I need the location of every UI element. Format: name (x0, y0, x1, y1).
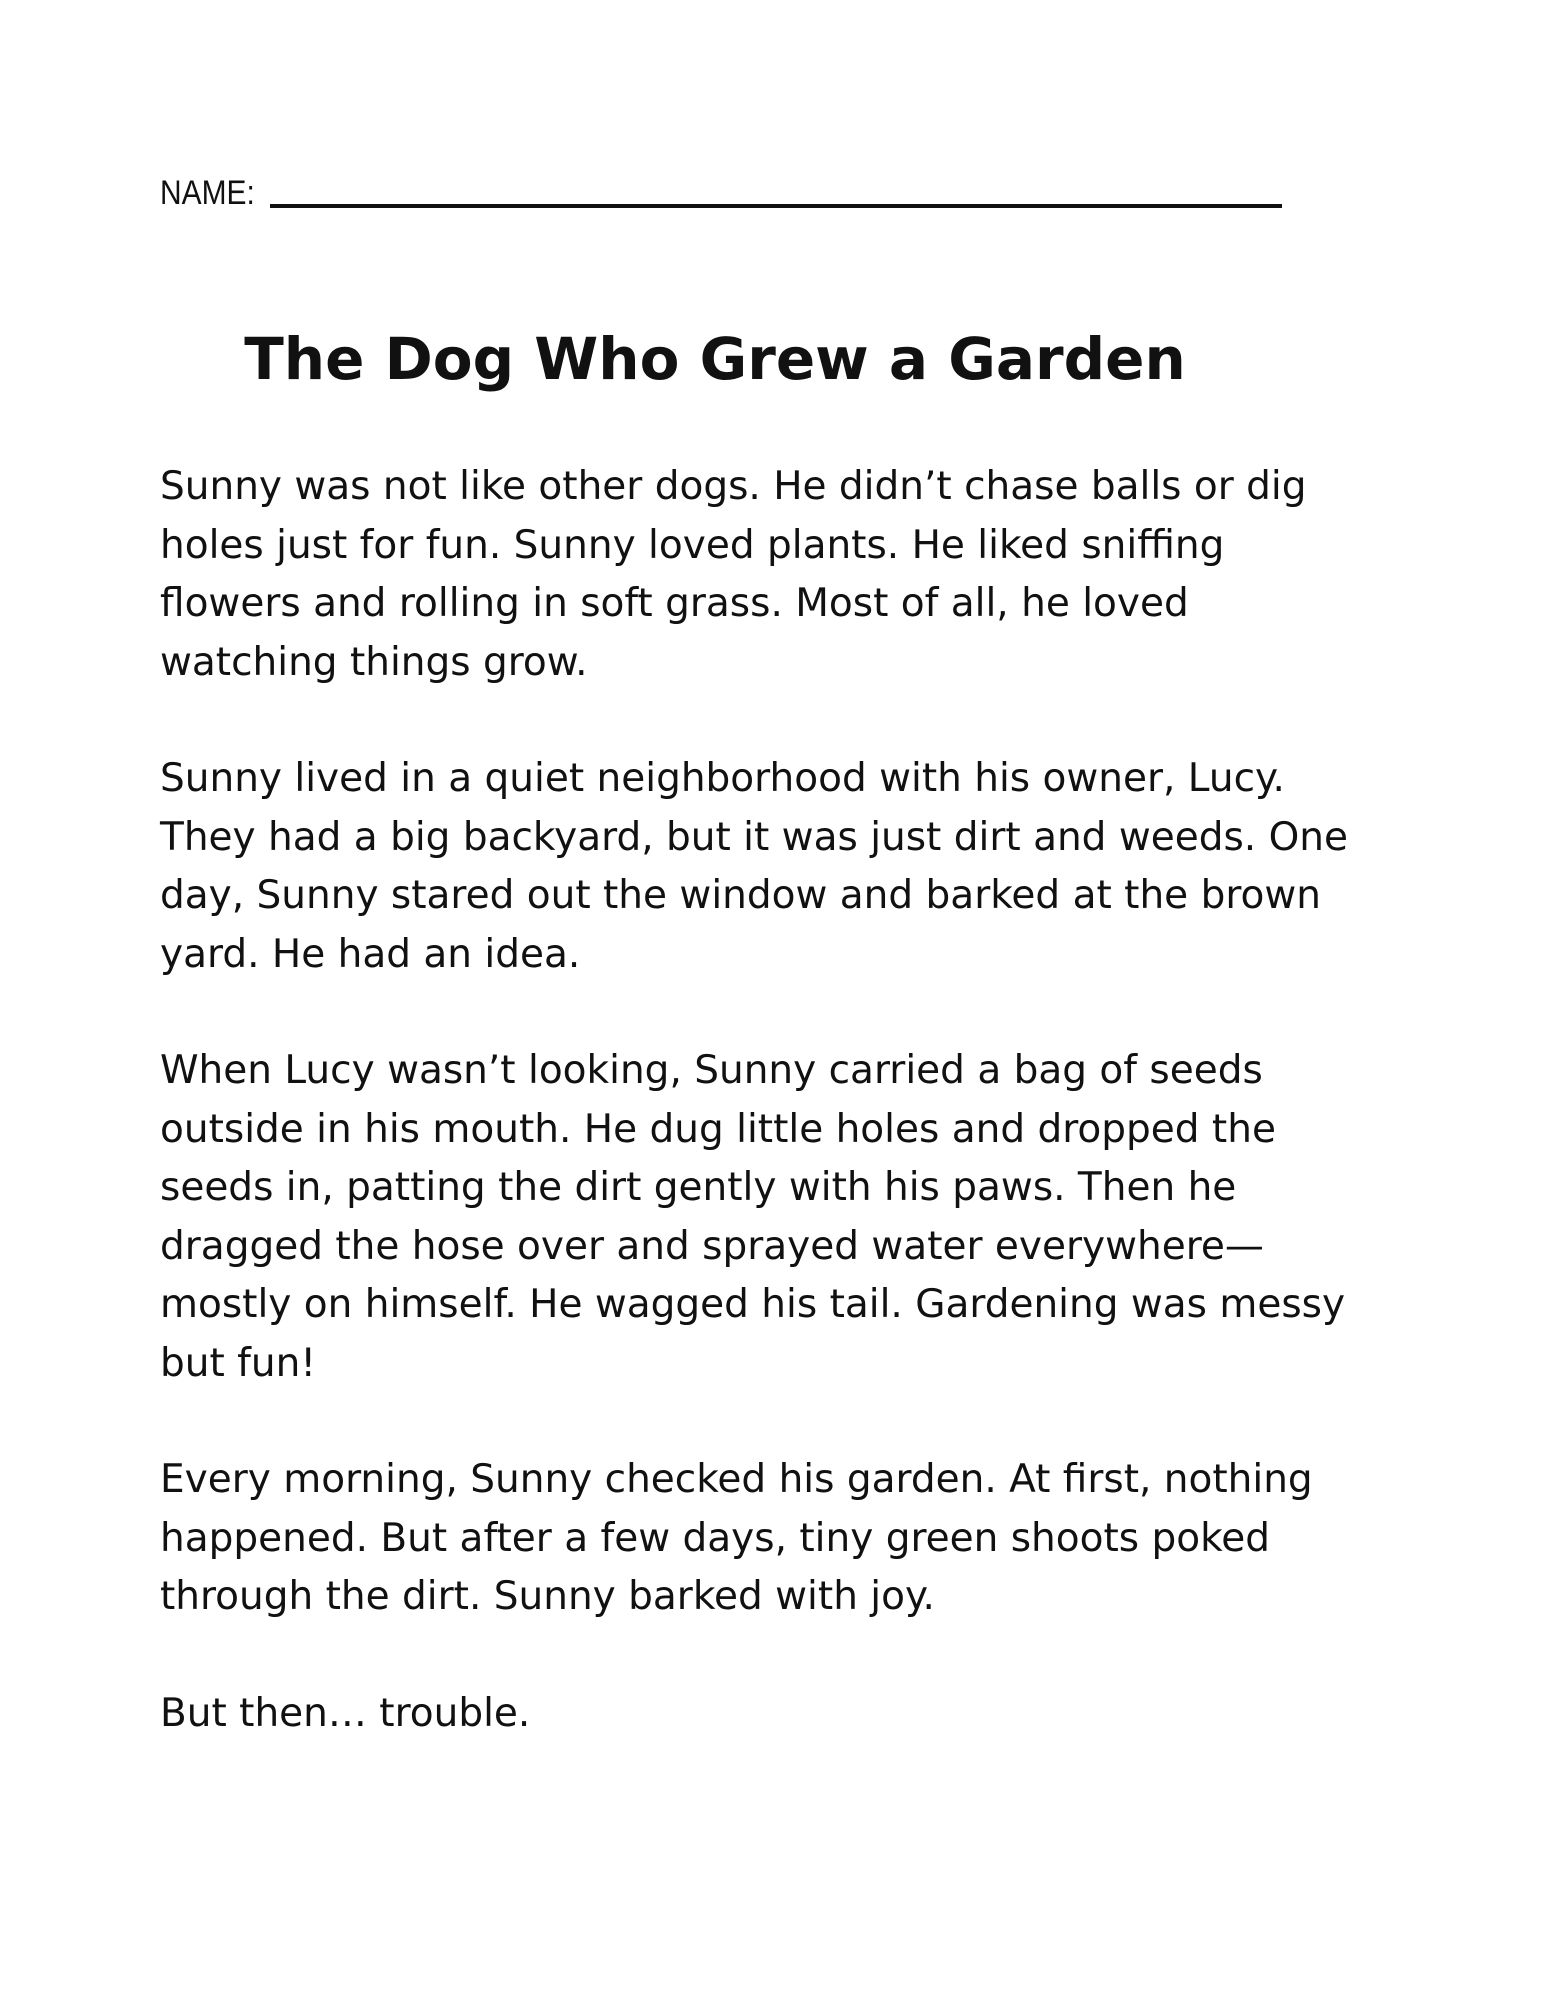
story-paragraph: But then… trouble. (160, 1690, 531, 1736)
story-paragraph: Every morning, Sunny checked his garden. At first, nothing happened. But after a few days, tiny green shoots poked through the dirt. Sunny barked with joy. (160, 1457, 1313, 1619)
story-paragraph: Sunny was not like other dogs. He didn’t chase balls or dig holes just for fun. Sunny loved plants. He liked sniffing flowers and rolling in soft grass. Most of all, he loved watching things grow. (160, 464, 1307, 685)
name-write-line[interactable] (270, 204, 1282, 208)
name-label: NAME: (160, 174, 255, 212)
story-paragraph: Sunny lived in a quiet neighborhood with his owner, Lucy. They had a big backyard, but it was just dirt and weeds. One day, Sunny stared out the window and barked at the brown yard. He had an idea. (160, 756, 1348, 977)
story-body (160, 458, 1420, 1801)
name-field-row (160, 160, 1280, 210)
story-title: The Dog Who Grew a Garden (244, 324, 1186, 393)
story-paragraph: When Lucy wasn’t looking, Sunny carried a bag of seeds outside in his mouth. He dug little holes and dropped the seeds in, patting the dirt gently with his paws. Then he dragged the hose over and sprayed water everywhere— mostly on himself. He wagged his tail. Gardening was messy but fun! (160, 1048, 1346, 1386)
